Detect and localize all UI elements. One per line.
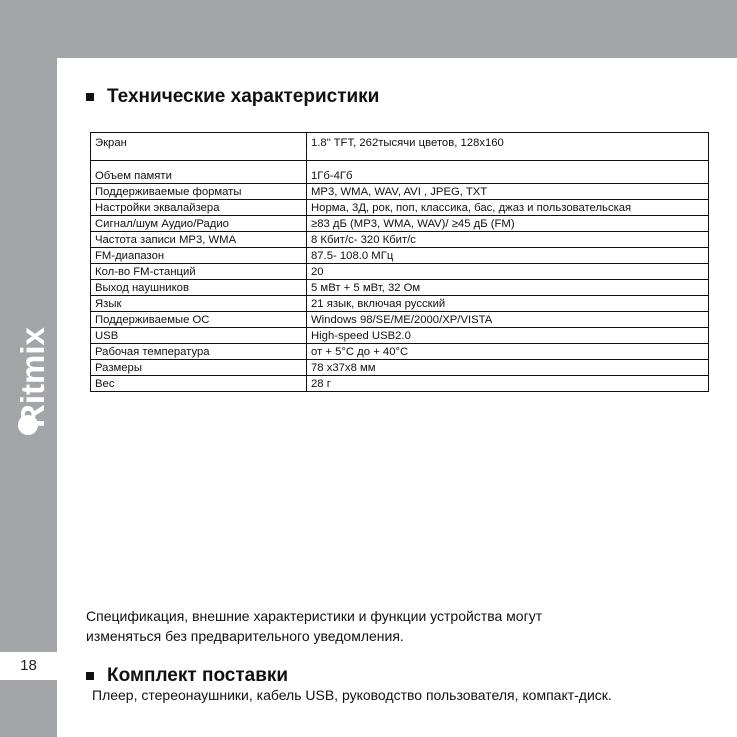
page-number: 18 bbox=[20, 657, 37, 674]
top-bar bbox=[0, 0, 737, 58]
spec-label: Объем памяти bbox=[91, 161, 307, 184]
table-row bbox=[91, 312, 709, 328]
table-row bbox=[91, 133, 709, 161]
spec-value: 21 язык, включая русский bbox=[307, 296, 709, 312]
bullet-square-icon bbox=[86, 93, 94, 101]
specs-heading bbox=[86, 86, 379, 108]
spec-label: Поддерживаемые форматы bbox=[91, 184, 307, 200]
table-row bbox=[91, 184, 709, 200]
logo-text: Ritmix bbox=[14, 327, 51, 428]
table-row bbox=[91, 328, 709, 344]
kit-title: Комплект поставки bbox=[107, 665, 289, 686]
spec-label: Выход наушников bbox=[91, 280, 307, 296]
table-row bbox=[91, 280, 709, 296]
table-row bbox=[91, 200, 709, 216]
spec-value: 1Гб-4Гб bbox=[307, 161, 709, 184]
spec-label: Сигнал/шум Аудио/Радио bbox=[91, 216, 307, 232]
spec-value: 28 г bbox=[307, 376, 709, 392]
table-row bbox=[91, 296, 709, 312]
specs-table-container bbox=[90, 132, 709, 392]
table-row bbox=[91, 344, 709, 360]
spec-label: Экран bbox=[91, 133, 307, 161]
spec-value: 20 bbox=[307, 264, 709, 280]
ritmix-logo bbox=[0, 300, 57, 440]
specs-title: Технические характеристики bbox=[107, 86, 380, 107]
spec-label: Язык bbox=[91, 296, 307, 312]
note-line-1: Спецификация, внешние характеристики и функции устройства могут bbox=[86, 608, 543, 624]
spec-label: USB bbox=[91, 328, 307, 344]
table-row bbox=[91, 360, 709, 376]
spec-value: Норма, 3Д, рок, поп, классика, бас, джаз и пользовательская bbox=[307, 200, 709, 216]
table-row bbox=[91, 264, 709, 280]
table-row bbox=[91, 376, 709, 392]
table-row bbox=[91, 161, 709, 184]
spec-label: Поддерживаемые ОС bbox=[91, 312, 307, 328]
spec-value: от + 5°С до + 40°С bbox=[307, 344, 709, 360]
spec-value: High-speed USB2.0 bbox=[307, 328, 709, 344]
spec-label: Настройки эквалайзера bbox=[91, 200, 307, 216]
kit-contents: Плеер, стереонаушники, кабель USB, руководство пользователя, компакт-диск. bbox=[92, 687, 612, 703]
table-row bbox=[91, 232, 709, 248]
table-row bbox=[91, 248, 709, 264]
spec-value: 87.5- 108.0 МГц bbox=[307, 248, 709, 264]
spec-value: 8 Кбит/с- 320 Кбит/с bbox=[307, 232, 709, 248]
spec-label: Вес bbox=[91, 376, 307, 392]
spec-value: Windows 98/SE/ME/2000/XP/VISTA bbox=[307, 312, 709, 328]
spec-value: 1.8" TFT, 262тысячи цветов, 128x160 bbox=[307, 133, 709, 161]
bullet-square-icon bbox=[86, 672, 94, 680]
spec-label: FM-диапазон bbox=[91, 248, 307, 264]
spec-value: MP3, WMA, WAV, AVI , JPEG, TXT bbox=[307, 184, 709, 200]
spec-label: Размеры bbox=[91, 360, 307, 376]
spec-label: Кол-во FM-станций bbox=[91, 264, 307, 280]
spec-label: Частота записи MP3, WMA bbox=[91, 232, 307, 248]
spec-value: 5 мВт + 5 мВт, 32 Ом bbox=[307, 280, 709, 296]
kit-heading bbox=[86, 665, 288, 687]
note-line-2: изменяться без предварительного уведомления. bbox=[86, 628, 404, 644]
table-row bbox=[91, 216, 709, 232]
specs-note bbox=[86, 606, 686, 646]
spec-label: Рабочая температура bbox=[91, 344, 307, 360]
spec-value: ≥83 дБ (MP3, WMA, WAV)/ ≥45 дБ (FM) bbox=[307, 216, 709, 232]
specs-table bbox=[90, 132, 709, 392]
spec-value: 78 x37x8 мм bbox=[307, 360, 709, 376]
